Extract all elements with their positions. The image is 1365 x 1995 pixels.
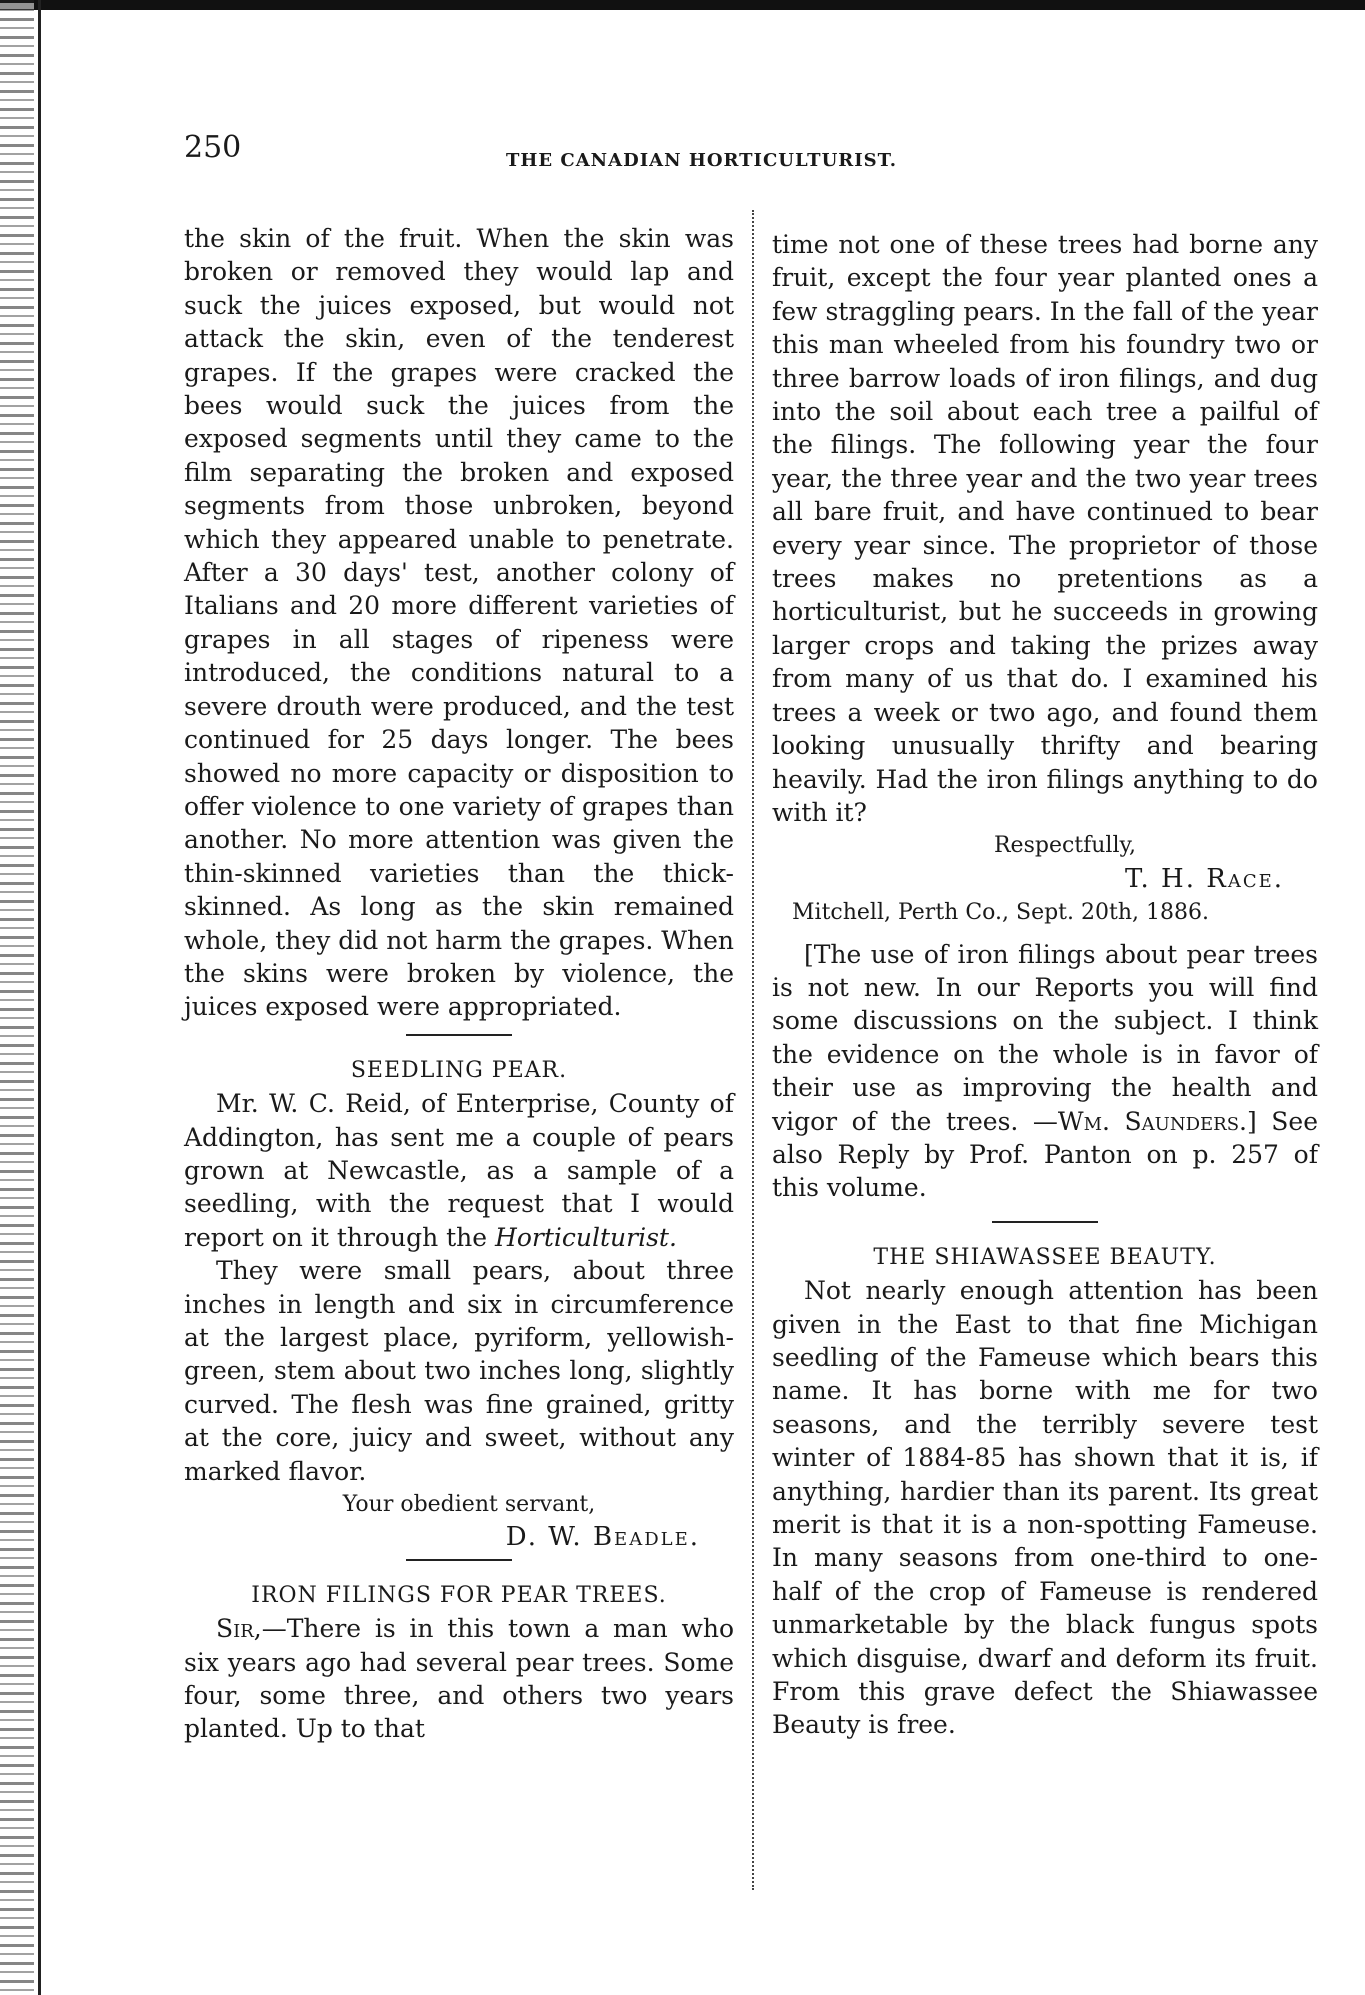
scan-binding-edge <box>0 0 34 1995</box>
iron-filings-paragraph <box>184 1612 734 1746</box>
iron-dateline: Mitchell, Perth Co., Sept. 20th, 1886. <box>792 900 1209 926</box>
column-divider <box>752 210 755 1890</box>
shiawassee-heading: THE SHIAWASSEE BEAUTY. <box>873 1244 1217 1270</box>
horticulturist-italic: Horticulturist. <box>495 1222 677 1252</box>
page-number: 250 <box>184 130 242 165</box>
running-title: THE CANADIAN HORTICULTURIST. <box>506 150 897 171</box>
iron-filings-heading: IRON FILINGS FOR PEAR TREES. <box>251 1582 667 1608</box>
iron-signature: T. H. Race. <box>1124 863 1284 894</box>
iron-p1-text: —There is in this town a man who six years ago had several pear trees. Some four, some three, and others two years planted. Up to that <box>184 1614 734 1744</box>
page-header <box>184 130 1004 170</box>
salutation: Sir, <box>216 1614 262 1644</box>
editor-note <box>772 938 1318 1205</box>
shiawassee-paragraph: Not nearly enough attention has been given in the East to that fine Michigan seedling of the Fameuse which bears this name. It has borne with me for two seasons, and the terribly severe test winter of 1884-85 has shown that it is, if anything, hardier than its parent. Its great merit is that it is a non-spotting Fameuse. In many seasons from one-third to one-half of the crop of Fameuse is rendered unmarketable by the black fungus spots which disguise, dwarf and deform its fruit. From this grave defect the Shiawassee Beauty is free. <box>772 1276 1318 1740</box>
seedling-pear-paragraph-1 <box>184 1087 734 1254</box>
seedling-p1-text: Mr. W. C. Reid, of Enterprise, County of Addington, has sent me a couple of pears grown at Newcastle, as a sample of a seedling, with the request that I would report on it through the <box>184 1089 734 1252</box>
section-rule <box>406 1034 512 1036</box>
editor-note-text-a: [The use of iron filings about pear trees is not new. In our Reports you will find some discussions on the subject. I think the evidence on the whole is in favor of their use as improving the health and vigor of the trees. — <box>772 939 1318 1136</box>
scan-page-border <box>38 0 41 1995</box>
seedling-signature: D. W. Beadle. <box>505 1522 700 1553</box>
scan-top-edge <box>0 0 1365 10</box>
seedling-pear-heading: SEEDLING PEAR. <box>350 1057 568 1083</box>
editor-note-text-b: ] See also Reply by Prof. Panton on p. 257 of this volume. <box>772 1106 1319 1203</box>
left-column <box>184 222 734 1746</box>
section-rule <box>406 1559 512 1561</box>
seedling-closing: Your obedient servant, <box>342 1492 596 1518</box>
seedling-pear-paragraph-2: They were small pears, about three inches in length and six in circumference at the largest place, pyriform, yellowish-green, stem about two inches long, slightly curved. The flesh was fine grained, gritty at the core, juicy and sweet, without any marked flavor. <box>184 1256 734 1486</box>
iron-closing: Respectfully, <box>993 833 1137 859</box>
iron-filings-continuation: time not one of these trees had borne any fruit, except the four year planted ones a few straggling pears. In the fall of the year this man wheeled from his foundry two or three barrow loads of iron filings, and dug into the soil about each tree a pailful of the filings. The following year the four year, the three year and the two year trees all bare fruit, and have continued to bear every year since. The proprietor of those trees makes no pretentions as a horticulturist, but he succeeds in growing larger crops and taking the prizes away from many of us that do. I examined his trees a week or two ago, and found them looking unusually thrifty and bearing heavily. Had the iron filings anything to do with it? <box>772 230 1318 827</box>
editor-name: Wm. Saunders. <box>1057 1106 1247 1136</box>
bee-article-continuation: the skin of the fruit. When the skin was broken or removed they would lap and suck the juices exposed, but would not attack the skin, even of the tenderest grapes. If the grapes were cracked the bees would suck the juices from the exposed segments until they came to the film separating the broken and exposed segments from those unbroken, beyond which they appeared unable to penetrate. After a 30 days' test, another colony of Italians and 20 more different varieties of grapes in all stages of ripeness were introduced, the conditions natural to a severe drouth were produced, and the test continued for 25 days longer. The bees showed no more capacity or disposition to offer violence to one variety of grapes than another. No more attention was given the thin-skinned varieties than the thick-skinned. As long as the skin remained whole, they did not harm the grapes. When the skins were broken by violence, the juices exposed were appropriated. <box>184 224 734 1022</box>
right-column <box>772 228 1318 1742</box>
section-rule <box>992 1221 1098 1223</box>
